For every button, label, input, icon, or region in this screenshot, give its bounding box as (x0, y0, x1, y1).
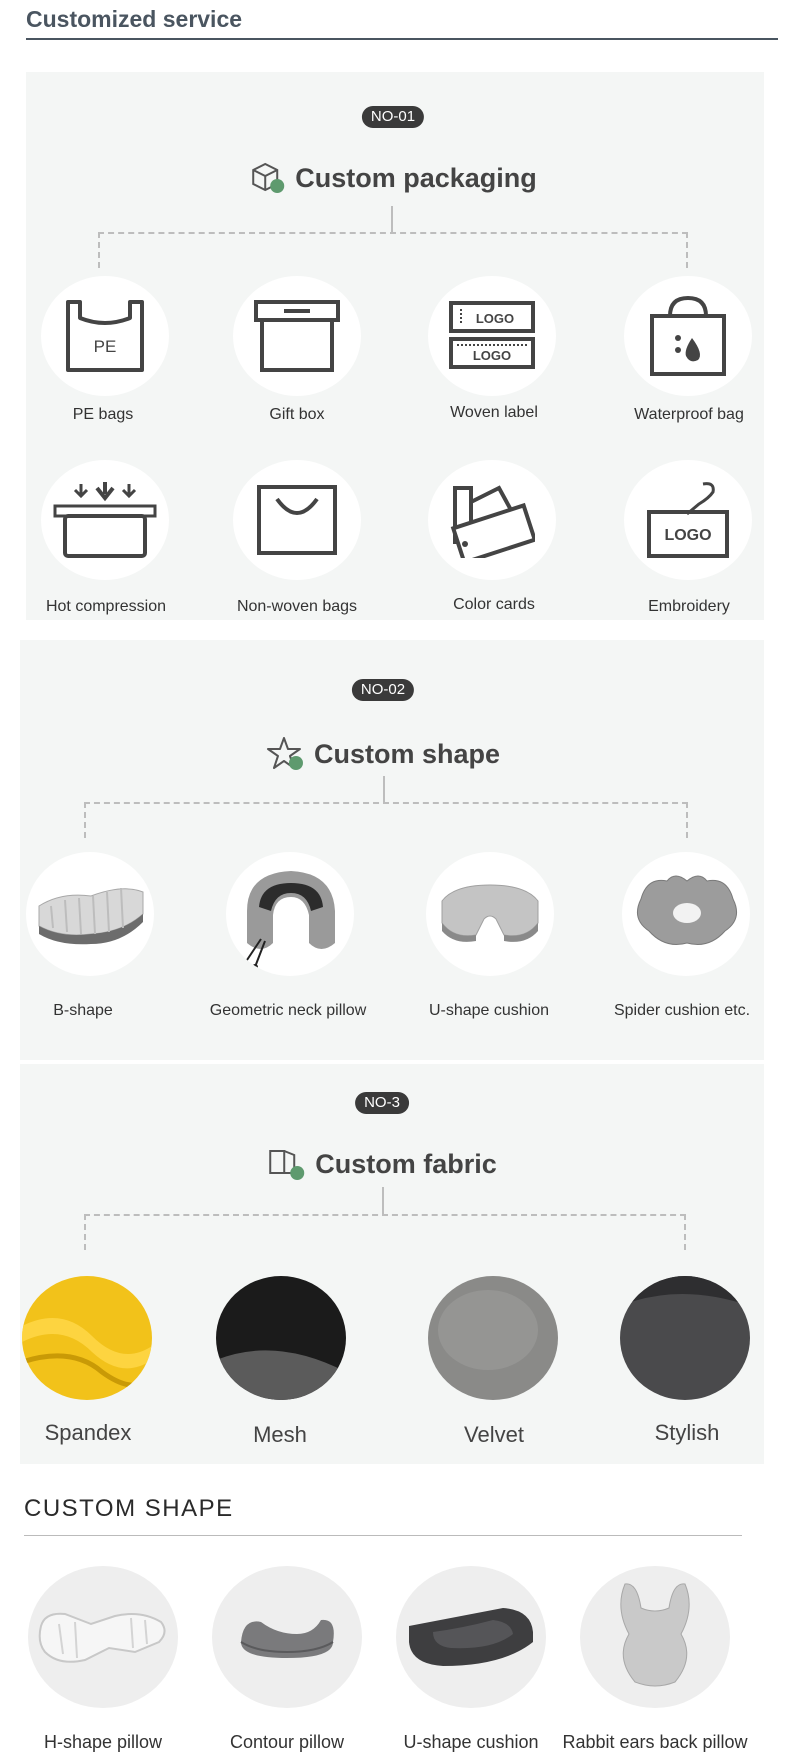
package-icon (249, 160, 287, 196)
hot-compression-circle (41, 460, 169, 580)
embroidery-label: Embroidery (648, 598, 730, 615)
neck-pillow-circle (226, 852, 354, 976)
packaging-title (249, 160, 537, 196)
svg-text:LOGO: LOGO (472, 348, 512, 363)
gift-box-icon (252, 298, 342, 374)
contour-pillow-circle (212, 1566, 362, 1708)
fabric-bracket-stem (382, 1187, 384, 1214)
svg-text:PE: PE (93, 337, 117, 356)
fabric-panel (20, 1064, 764, 1464)
svg-text:LOGO: LOGO (664, 527, 712, 544)
u-shape-cushion-label: U-shape cushion (428, 1002, 550, 1019)
packaging-badge: NO-01 (362, 106, 424, 128)
u-shape-cushion-image (434, 879, 546, 949)
custom-shape-heading: CUSTOM SHAPE (24, 1495, 234, 1522)
gift-box-circle (233, 276, 361, 396)
waterproof-bag-circle (624, 276, 752, 396)
shape-title (266, 735, 500, 773)
b-shape-label: B-shape (53, 1002, 113, 1019)
fabric-swatch-icon (267, 1146, 307, 1182)
header-divider (26, 38, 778, 40)
svg-text:LOGO: LOGO (475, 311, 515, 326)
color-cards-label: Color cards (453, 596, 535, 613)
u-shape-cushion-2-label: U-shape cushion (403, 1732, 539, 1752)
spider-cushion-image (627, 869, 745, 959)
embroidery-circle (624, 460, 752, 580)
fabric-bracket (84, 1214, 686, 1250)
embroidery-icon (643, 480, 733, 560)
shape-title-text: Custom shape (313, 738, 501, 769)
u-shape-cushion-2-image (403, 1602, 539, 1672)
packaging-bracket (98, 232, 688, 268)
woven-label-icon (447, 299, 537, 373)
page-title: Customized service (26, 6, 243, 32)
pe-bag-circle (41, 276, 169, 396)
non-woven-bag-circle (233, 460, 361, 580)
color-cards-icon (449, 482, 535, 558)
velvet-swatch (428, 1276, 558, 1400)
spider-cushion-circle (622, 852, 750, 976)
woven-label-label: Woven label (450, 404, 538, 421)
b-shape-pillow-image (31, 872, 149, 956)
color-cards-circle (428, 460, 556, 580)
rabbit-ears-pillow-image (605, 1578, 705, 1696)
velvet-label: Velvet (464, 1422, 524, 1447)
shape-bracket-stem (383, 776, 385, 802)
stylish-label: Stylish (654, 1420, 720, 1445)
u-shape-cushion-circle (426, 852, 554, 976)
shape-badge: NO-02 (352, 679, 414, 701)
u-shape-cushion-2-circle (396, 1566, 546, 1708)
pe-bag-icon (62, 296, 148, 376)
rabbit-ears-pillow-label: Rabbit ears back pillow (562, 1732, 748, 1752)
packaging-title-text: Custom packaging (295, 162, 537, 193)
stylish-swatch (620, 1276, 750, 1400)
spandex-label: Spandex (44, 1420, 132, 1445)
neck-pillow-label: Geometric neck pillow (209, 1002, 367, 1019)
fabric-title-text: Custom fabric (315, 1148, 497, 1179)
neck-pillow-image (231, 859, 349, 969)
woven-label-circle (428, 276, 556, 396)
custom-shape-divider (24, 1535, 742, 1536)
fabric-title (267, 1146, 497, 1182)
non-woven-bag-icon (255, 483, 339, 557)
h-shape-pillow-image (35, 1602, 171, 1672)
pe-bags-label: PE bags (72, 406, 134, 423)
shape-bracket (84, 802, 688, 838)
rabbit-ears-pillow-circle (580, 1566, 730, 1708)
hot-compression-icon (51, 480, 159, 560)
non-woven-bags-label: Non-woven bags (236, 598, 358, 615)
mesh-swatch (216, 1276, 346, 1400)
packaging-bracket-stem (391, 206, 393, 232)
contour-pillow-label: Contour pillow (229, 1732, 345, 1752)
mesh-label: Mesh (253, 1422, 307, 1447)
shape-panel (20, 640, 764, 1060)
b-shape-circle (26, 852, 154, 976)
spandex-swatch (22, 1276, 152, 1400)
contour-pillow-image (237, 1612, 337, 1662)
waterproof-bag-label: Waterproof bag (634, 406, 744, 423)
spider-cushion-label: Spider cushion etc. (613, 1002, 751, 1019)
fabric-badge: NO-3 (355, 1092, 409, 1114)
h-shape-pillow-label: H-shape pillow (43, 1732, 163, 1752)
waterproof-bag-icon (648, 294, 728, 378)
gift-box-label: Gift box (269, 406, 325, 423)
h-shape-pillow-circle (28, 1566, 178, 1708)
hot-compression-label: Hot compression (45, 598, 167, 615)
star-icon (266, 735, 306, 773)
